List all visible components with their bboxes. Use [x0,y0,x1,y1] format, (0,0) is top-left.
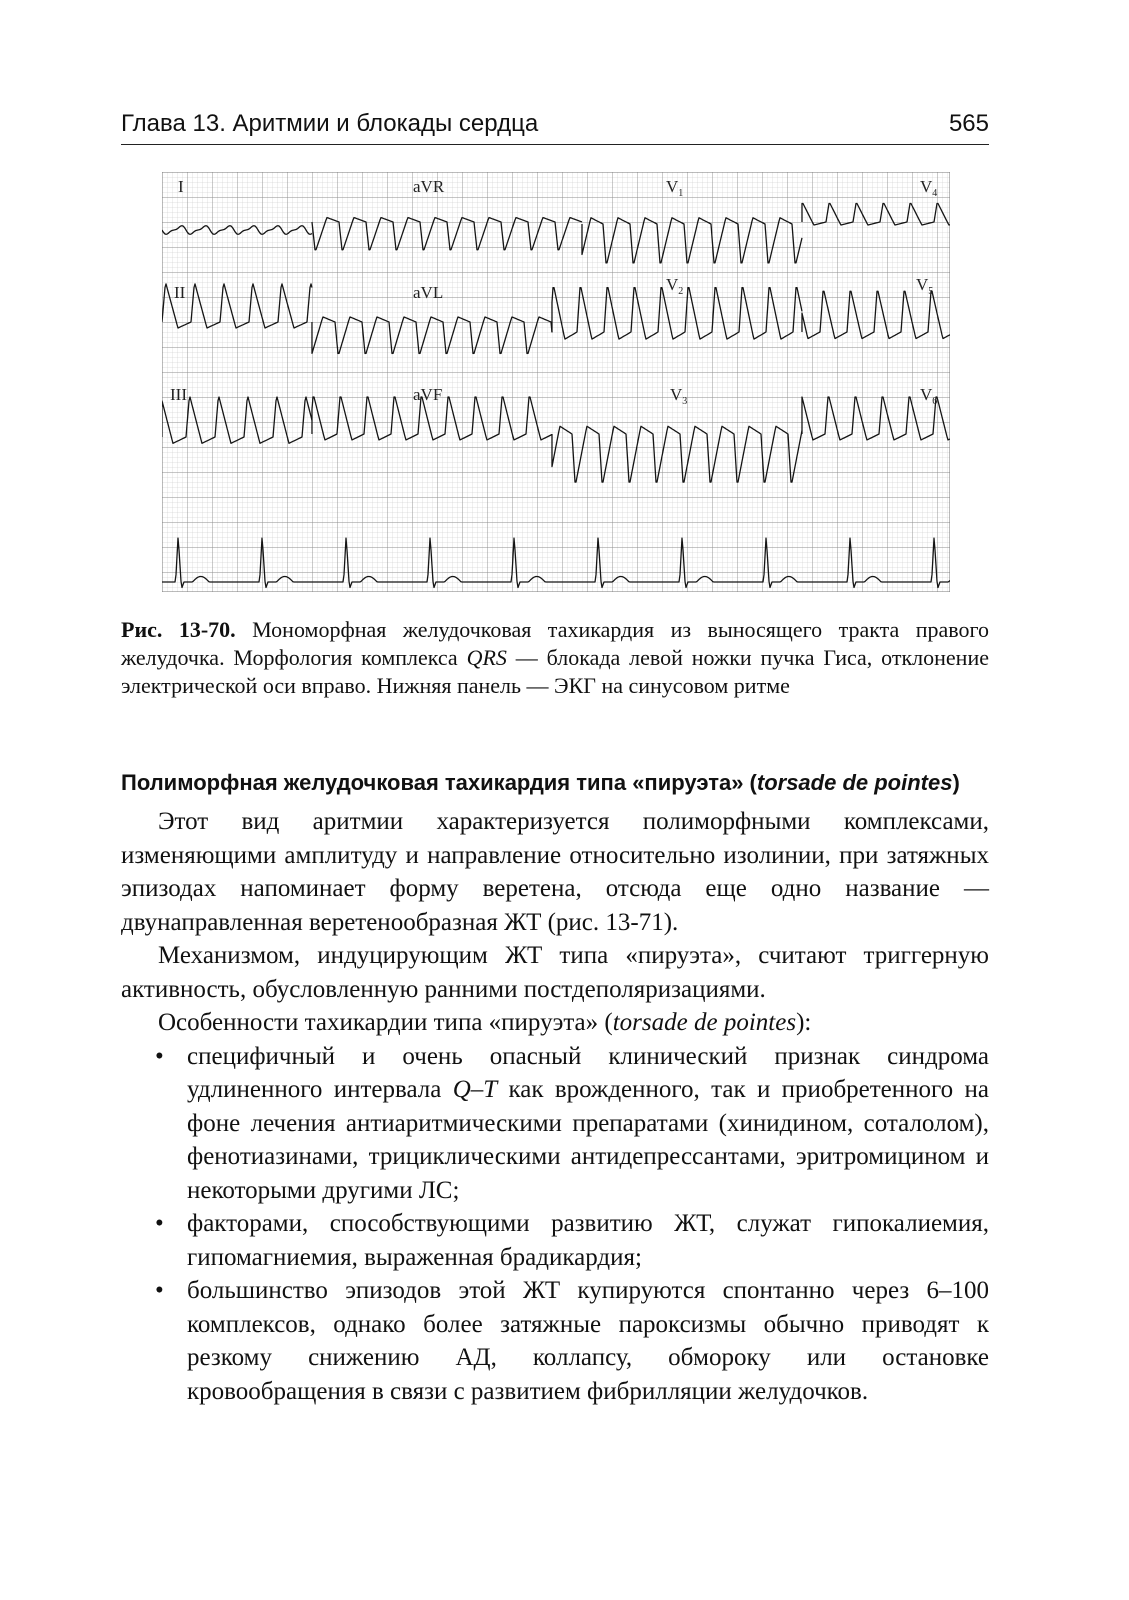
ecg-figure [162,172,950,592]
caption-text-1: Мономорфная желудочковая тахикардия из выносящего тракта правого желудочка. Морфология комплекса [121,617,989,670]
bullet-icon: • [155,1210,164,1237]
lead-label-aVR: aVR [413,177,445,196]
bullet-list [121,1040,989,1409]
paragraph-2: Механизмом, индуцирующим ЖТ типа «пируэта», считают триггерную активность, обусловленную ранними постдеполяризациями. [121,942,989,1003]
list-item [121,1040,989,1208]
p3-start: Особенности тахикардии типа «пируэта» ( [158,1009,613,1036]
paragraph-3 [121,1006,989,1040]
caption-qrs: QRS [466,645,507,670]
lead-label-V4: $V_4$ [920,177,938,199]
lead-label-V2: $V_2$ [666,275,684,297]
lead-label-V3: $V_3$ [670,385,688,407]
section-title-italic: torsade de pointes [756,770,953,795]
lead-label-II: II [174,283,186,302]
p3-italic: torsade de pointes [612,1009,797,1036]
bullet-icon: • [155,1042,164,1070]
section-heading [121,770,989,796]
chapter-title: Глава 13. Аритмии и блокады сердца [121,110,539,137]
lead-label-aVF: aVF [413,385,443,404]
p3-end: ): [796,1009,812,1036]
lead-label-III: III [170,385,187,404]
b2-text: факторами, способствующими развитию ЖТ, служат гипокалиемия, гипомагниемия, выраженная брадикардия; [187,1210,989,1271]
caption-text-2: — блокада левой ножки пучка Гиса, отклонение электрической оси вправо. Нижняя панель — ЭКГ на синусовом ритме [121,645,989,698]
list-item [121,1274,989,1408]
bullet-icon: • [155,1277,164,1304]
lead-label-V6: $V_6$ [920,385,938,407]
lead-label-I: I [178,177,184,196]
b3-text: большинство эпизодов этой ЖТ купируются спонтанно через 6–100 комплексов, однако более затяжные пароксизмы обычно приводят к резкому снижению АД, коллапсу, обмороку или остановке кровообращения в связи с развитием фибрилляции желудочков. [187,1277,989,1405]
b1-start: специфичный и очень опасный клинический признак синдрома удлиненного интервала [187,1042,989,1103]
b1-end: как врожденного, так и приобретенного на фоне лечения антиаритмическими препаратами (хинидином, соталолом), фенотиазинами, трициклическими антидепрессантами, эритромицином и некоторыми другими ЛС; [187,1076,989,1204]
lead-label-V1: $V_1$ [666,177,684,199]
list-item [121,1207,989,1274]
lead-label-V5: $V_5$ [916,275,934,297]
page-header [121,108,989,145]
b1-italic: Q–T [452,1076,498,1103]
section-title-start: Полиморфная желудочковая тахикардия типа «пируэта» ( [121,770,757,795]
page-number: 565 [948,110,989,137]
ecg-svg [162,172,950,592]
lead-label-aVL: aVL [413,283,444,302]
section-title-end: ) [952,770,960,795]
figure-caption [121,616,989,700]
paragraph-1: Этот вид аритмии характеризуется полиморфными комплексами, изменяющими амплитуду и направление относительно изолинии, при затяжных эпизодах напоминает форму веретена, отсюда еще одно название — двунаправленная веретенообразная ЖТ (рис. 13-71). [121,808,989,936]
body-text [121,805,989,1408]
figure-label: Рис. 13-70. [121,617,236,642]
